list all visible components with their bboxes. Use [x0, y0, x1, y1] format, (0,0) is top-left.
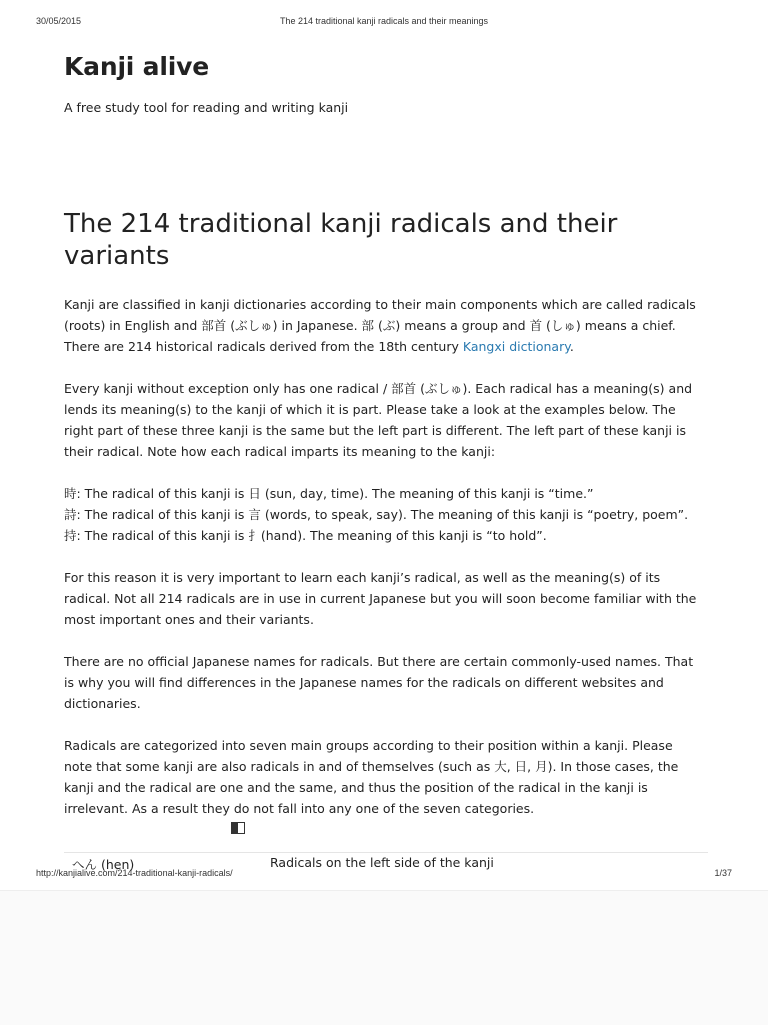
example-line: 詩: The radical of this kanji is 言 (words, to speak, say). The meaning of this kanji is “poetry, poem”.	[64, 507, 689, 522]
print-doc-title: The 214 traditional kanji radicals and their meanings	[279, 16, 489, 26]
article-body	[64, 294, 704, 840]
intro-text: Kanji are classified in kanji dictionaries according to their main components which are called radicals (roots) in English and 部首 (ぶしゅ) in Japanese. 部 (ぶ) means a group and 首 (しゅ) means a chief. There are 214 historical radicals derived from the 18th century	[64, 297, 696, 354]
naming-paragraph: There are no official Japanese names for radicals. But there are certain commonly-used names. That is why you will find differences in the Japanese names for the radicals on different websites and dictionaries.	[64, 654, 694, 711]
category-name: へん (hen)	[72, 857, 135, 872]
radical-explanation-paragraph: Every kanji without exception only has one radical / 部首 (ぶしゅ). Each radical has a meaning(s) and lends its meaning(s) to the kanji of which it is part. Please take a look at the examples below. The right part of these three kanji is the same but the left part is different. The left part of these kanji is their radical. Note how each radical imparts its meaning to the kanji:	[64, 381, 693, 459]
print-header	[36, 16, 732, 30]
panel-toggle-icon-fill	[232, 823, 238, 833]
site-title[interactable]: Kanji alive	[64, 52, 209, 81]
print-footer	[36, 868, 732, 882]
example-line: 持: The radical of this kanji is 扌(hand). The meaning of this kanji is “to hold”.	[64, 528, 547, 543]
panel-toggle-icon[interactable]	[231, 822, 245, 834]
print-url: http://kanjialive.com/214-traditional-kanji-radicals/	[36, 868, 233, 878]
example-line: 時: The radical of this kanji is 日 (sun, day, time). The meaning of this kanji is “time.”	[64, 486, 594, 501]
category-description: Radicals on the left side of the kanji	[270, 855, 494, 870]
importance-paragraph: For this reason it is very important to learn each kanji’s radical, as well as the meaning(s) of its radical. Not all 214 radicals are in use in current Japanese but you will soon become familiar with the most important ones and their variants.	[64, 570, 697, 627]
site-tagline: A free study tool for reading and writing kanji	[64, 100, 349, 115]
table-top-border	[64, 852, 708, 853]
intro-text-end: .	[569, 339, 574, 354]
print-page-number: 1/37	[714, 868, 732, 878]
print-date: 30/05/2015	[36, 16, 82, 26]
kangxi-dictionary-link[interactable]: Kangxi dictionary	[462, 339, 570, 354]
article-heading: The 214 traditional kanji radicals and their variants	[64, 209, 618, 271]
intro-paragraph	[64, 294, 704, 357]
page-gap	[0, 890, 768, 1025]
categories-paragraph: Radicals are categorized into seven main groups according to their position within a kanji. Please note that some kanji are also radicals in and of themselves (such as 大, 日, 月). In those cases, the kanji and the radical are one and the same, and thus the position of the radical in the kanji is irrelevant. As a result they do not fall into any one of the seven categories.	[64, 738, 679, 816]
